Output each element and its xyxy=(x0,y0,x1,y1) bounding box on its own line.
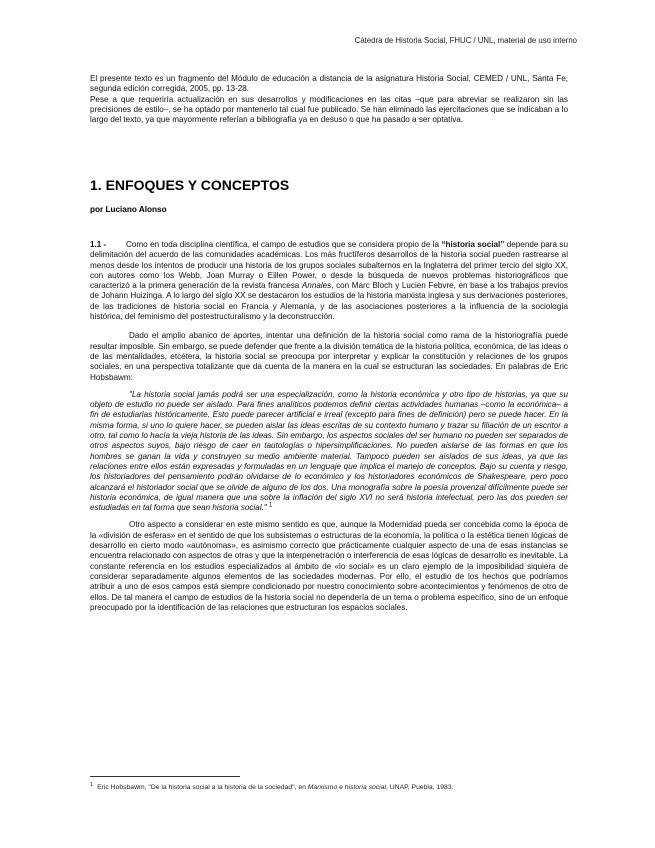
quote-text: "La historia social jamás podrá ser una especialización, como la historia económica y otro tipo de historias, ya que su objeto de estudio no puede ser aislado. Para fines analíticos podemos definir ciertas actividades humanas –como la económica– a fin de estudiarlas históricamente. Esto puede parecer artificial e irreal (excepto para fines de definición) pero se puede hacer. En la misma forma, si uno lo quiere hacer, se pueden aislar las ideas escritas de su contexto humano y trazar su filiación de un escritor a otro, tal como lo hacía la vieja historia de las ideas. Sin embargo, los aspectos sociales del ser humano no pueden ser separados de otros aspectos suyos, bajo riesgo de caer en tautologías o hipersimplificaciones. No pueden aislarse de las formas en que los hombres se ganan la vida y construyen su medio ambiente material. Tampoco pueden ser aislados de sus ideas, ya que las relaciones entre ellos están expresadas y formuladas en un lenguaje que implica el manejo de conceptos. Bajo su cuenta y riesgo, los historiadores del pensamiento podrán olvidarse de lo económico y los historiadores económicos de Shakespeare, pero poco alcanzará el historiador social que se olvide de alguno de los dos. Una monografía sobre la poesía provenzal difícilmente puede ser historia económica, de igual manera que una sobre la inflación del siglo XVI no será historia intelectual, pero las dos pueden ser estudiadas en tal forma que sean historia social." xyxy=(90,389,568,513)
subsection-number: 1.1 - xyxy=(90,240,107,249)
section-author: por Luciano Alonso xyxy=(90,205,167,214)
running-header: Cátedra de Historia Social, FHUC / UNL, material de uso interno xyxy=(354,36,577,45)
intro-paragraph-editorial: Pese a que requeriría actualización en sus desarrollos y modificaciones en las citas –que para abreviar se realizaron sin las precisiones de estilo–, se ha optado por mantenerlo tal cual fue publicado. Se han eliminado las ejercitaciones que se indicaban a lo largo del texto, ya que mayormente referían a bibliografía ya en desuso o que ha pasado a ser optativa. xyxy=(90,94,568,125)
body-paragraph-3: Otro aspecto a considerar en este mismo sentido es que, aunque la Modernidad pueda ser concebida como la época de la «división de esferas» en el sentido de que los subsistemas o estructuras de la economía, la política o la estética tienen lógicas de desarrollo en cierto modo «autónomas», es asimismo correcto que prácticamente cualquier aspecto de una de esas instancias se encuentra relacionado con aspectos de otras y que la interpenetración o interferencia de esas lógicas de desarrollo es inevitable. La constante referencia en los estudios especializados al ámbito de «lo social» es un claro ejemplo de la imposibilidad siquiera de considerar separadamente algunos elementos de las sociedades modernas. Por ello, el estudio de los hechos que podríamos atribuir a uno de esos campos está siempre condicionado por nuestro conocimiento sobre acontecimientos y fenómenos de otro de ellos. De tal manera el campo de estudios de la historia social no dependería de un tema o problema específico, sino de un enfoque preocupado por la identificación de las relaciones que estructuran los espacios sociales. xyxy=(90,520,568,612)
hobsbawm-quote xyxy=(90,390,568,514)
body-paragraph-1 xyxy=(90,240,568,322)
annales-journal-title: Annales xyxy=(301,281,332,291)
body-text xyxy=(90,240,568,613)
section-title: 1. ENFOQUES Y CONCEPTOS xyxy=(90,177,290,193)
footnote-number: 1 xyxy=(90,781,94,788)
footnote-text-b: , UNAP, Puebla, 1983. xyxy=(385,784,454,791)
footnote-book-title: Marxismo e historia social xyxy=(307,784,386,791)
paragraph-1-part-a: Como en toda disciplina científica, el campo de estudios que se considera propio de la xyxy=(126,240,442,249)
intro-note xyxy=(90,74,568,125)
intro-paragraph-source: El presente texto es un fragmento del Módulo de educación a distancia de la asignatura Historia Social, CEMED / UNL, Santa Fe, segunda edición corregida, 2005, pp. 13-28. xyxy=(90,74,568,94)
footnote xyxy=(90,783,570,792)
footnote-separator xyxy=(90,776,240,777)
paragraph-1-part-b: depende para su delimitación del acuerdo de las comunidades académicas. Los más fructíferos desarrollos de la historia social pueden rastrearse al menos desde los intentos de producir una historia de los grupos sociales subalternos en la Inglaterra del primer tercio del siglo XX, con autores como los Webb, Joan Murray o Eillen Power, o desde la búsqueda de nuevos problemas historiográficos que caracterizó a la primera generación de la revista francesa xyxy=(90,240,569,291)
historia-social-term: “historia social” xyxy=(441,240,505,249)
footnote-text-a: Eric Hobsbawm, "De la historia social a la historia de la sociedad", en xyxy=(97,784,308,791)
footnote-reference[interactable]: 1 xyxy=(269,502,273,509)
body-paragraph-2: Dado el amplio abanico de aportes, intentar una definición de la historia social como rama de la historiografía puede resultar imposible. Sin embargo, se puede defender que frente a la división temática de la historia política, económica, de las ideas o de las mentalidades, etcétera, la historia social se preocupa por interpretar y explicar la constitución y relaciones de los grupos sociales, en una perspectiva totalizante que da cuenta de la manera en la cual se estructuran las sociedades. En palabras de Eric Hobsbawm: xyxy=(90,331,568,382)
paragraph-1-part-c: , con Marc Bloch y Lucien Febvre, en base a los trabajos previos de Johann Huizinga. A lo largo del siglo XX se destacaron los estudios de la historia marxista inglesa y sus derivaciones posteriores, de las tradiciones de historia social en Francia y Alemania, y de las asociaciones posteriores a la influencia de la sociología histórica, del feminismo del postestructuralismo y la deconstrucción. xyxy=(90,281,568,322)
